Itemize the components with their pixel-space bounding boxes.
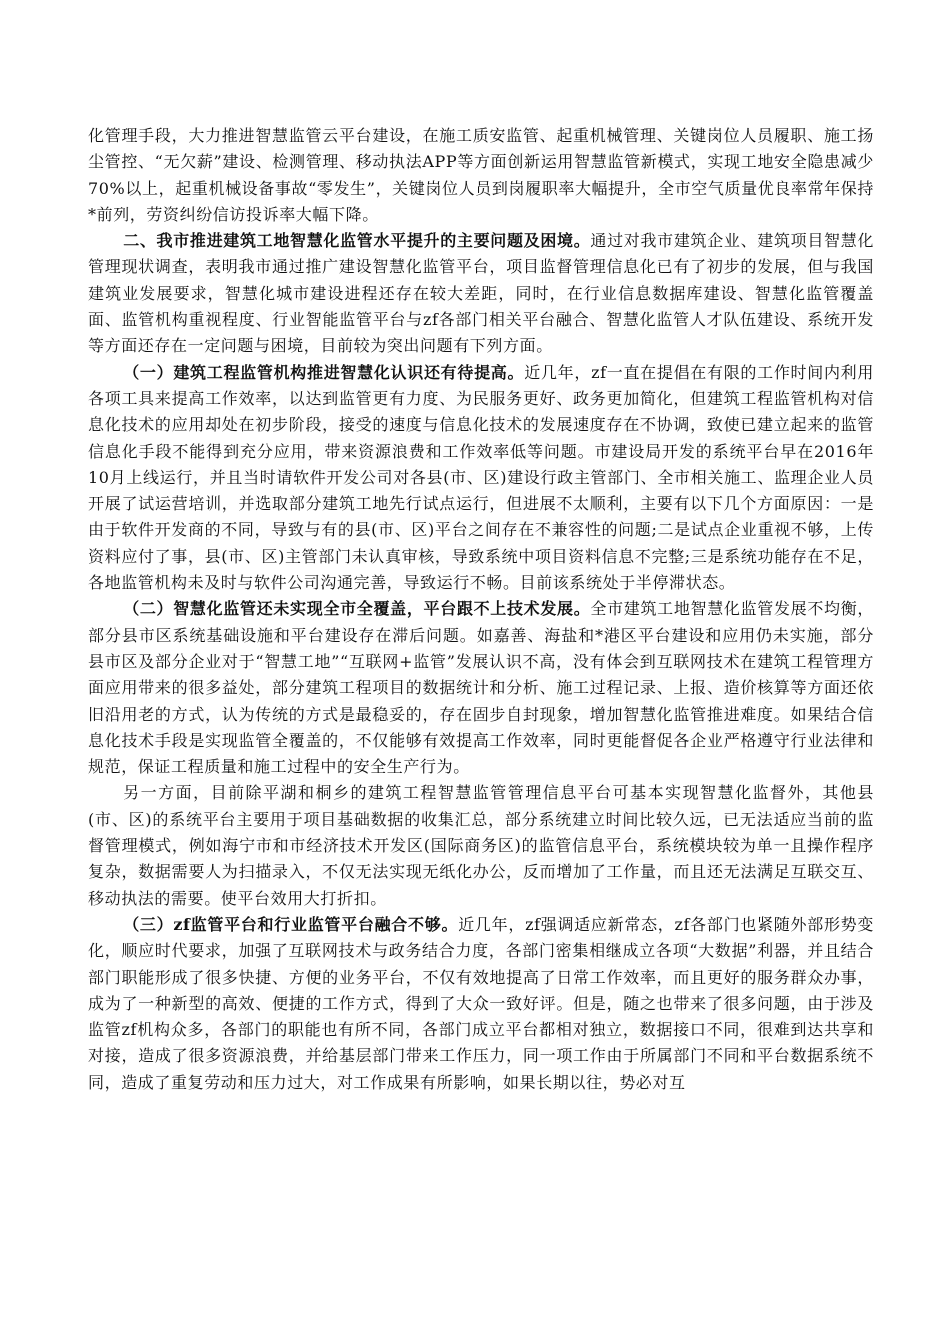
paragraph-text: 近几年，zf强调适应新常态，zf各部门也紧随外部形势变化，顺应时代要求，加强了互联网技术与政务结合力度，各部门密集相继成立各项“大数据”利器，并且结合部门职能形成了很多快捷、方便的业务平台，不仅有效地提高了日常工作效率，而且更好的服务群众办事，成为了一种新型的高效、便捷的工作方式，得到了大众一致好评。但是，随之也带来了很多问题，由于涉及监管zf机构众多，各部门的职能也有所不同，各部门成立平台都相对独立，数据接口不同，很难到达共享和对接，造成了很多资源浪费，并给基层部门带来工作压力，同一项工作由于所属部门不同和平台数据系统不同，造成了重复劳动和压力过大，对工作成果有所影响，如果长期以往，势必对互 [88, 914, 874, 1092]
section-heading: 二、我市推进建筑工地智慧化监管水平提升的主要问题及困境。 [123, 231, 591, 251]
subsection-heading: （二）智慧化监管还未实现全市全覆盖，平台跟不上技术发展。 [123, 599, 591, 619]
paragraph-subsection-two [88, 596, 874, 780]
subsection-heading: （三）zf监管平台和行业监管平台融合不够。 [123, 914, 459, 934]
paragraph-continuation [88, 123, 874, 228]
paragraph-text: 近几年，zf一直在提倡在有限的工作时间内利用各项工具来提高工作效率，以达到监管更有力度、为民服务更好、政务更加简化，但建筑工程监管机构对信息化技术的应用却处在初步阶段，接受的速度与信息化技术的发展速度存在不协调，致使已建立起来的监管信息化手段不能得到充分应用，带来资源浪费和工作效率低等问题。市建设局开发的系统平台早在2016年10月上线运行，并且当时请软件开发公司对各县(市、区)建设行政主管部门、全市相关施工、监理企业人员开展了试运营培训，并选取部分建筑工地先行试点运行，但进展不太顺利，主要有以下几个方面原因：一是由于软件开发商的不同，导致与有的县(市、区)平台之间存在不兼容性的问题;二是试点企业重视不够，上传资料应付了事，县(市、区)主管部门未认真审核，导致系统中项目资料信息不完整;三是系统功能存在不足，各地监管机构未及时与软件公司沟通完善，导致运行不畅。目前该系统处于半停滞状态。 [88, 362, 874, 593]
paragraph-text: 通过对我市建筑企业、建筑项目智慧化管理现状调查，表明我市通过推广建设智慧化监管平台，项目监督管理信息化已有了初步的发展，但与我国建筑业发展要求，智慧化城市建设进程还存在较大差距，同时，在行业信息数据库建设、智慧化监管覆盖面、监管机构重视程度、行业智能监管平台与zf各部门相关平台融合、智慧化监管人才队伍建设、系统开发等方面还存在一定问题与困境，目前较为突出问题有下列方面。 [88, 231, 874, 356]
paragraph-subsection-three [88, 912, 874, 1096]
paragraph-text: 另一方面，目前除平湖和桐乡的建筑工程智慧监管管理信息平台可基本实现智慧化监督外，其他县(市、区)的系统平台主要用于项目基础数据的收集汇总，部分系统建立时间比较久远，已无法适应当前的监督管理模式，例如海宁市和市经济技术开发区(国际商务区)的监管信息平台，系统模块较为单一且操作程序复杂，数据需要人为扫描录入，不仅无法实现无纸化办公，反而增加了工作量，而且还无法满足互联交互、移动执法的需要。使平台效用大打折扣。 [88, 783, 874, 908]
document-body [88, 123, 874, 1096]
subsection-heading: （一）建筑工程监管机构推进智慧化认识还有待提高。 [123, 362, 525, 382]
paragraph-other-aspect [88, 780, 874, 911]
paragraph-section-two [88, 228, 874, 359]
paragraph-text: 化管理手段，大力推进智慧监管云平台建设，在施工质安监管、起重机械管理、关键岗位人员履职、施工扬尘管控、“无欠薪”建设、检测管理、移动执法APP等方面创新运用智慧监管新模式，实现工地安全隐患减少70%以上，起重机械设备事故“零发生”，关键岗位人员到岗履职率大幅提升，全市空气质量优良率常年保持*前列，劳资纠纷信访投诉率大幅下降。 [88, 126, 874, 224]
paragraph-text: 全市建筑工地智慧化监管发展不均衡，部分县市区系统基础设施和平台建设存在滞后问题。如嘉善、海盐和*港区平台建设和应用仍未实施，部分县市区及部分企业对于“智慧工地”“互联网+监管”发展认识不高，没有体会到互联网技术在建筑工程管理方面应用带来的很多益处，部分建筑工程项目的数据统计和分析、施工过程记录、上报、造价核算等方面还依旧沿用老的方式，认为传统的方式是最稳妥的，存在固步自封现象，增加智慧化监管推进难度。如果结合信息化技术手段是实现监管全覆盖的，不仅能够有效提高工作效率，同时更能督促各企业严格遵守行业法律和规范，保证工程质量和施工过程中的安全生产行为。 [88, 599, 874, 777]
paragraph-subsection-one [88, 360, 874, 597]
